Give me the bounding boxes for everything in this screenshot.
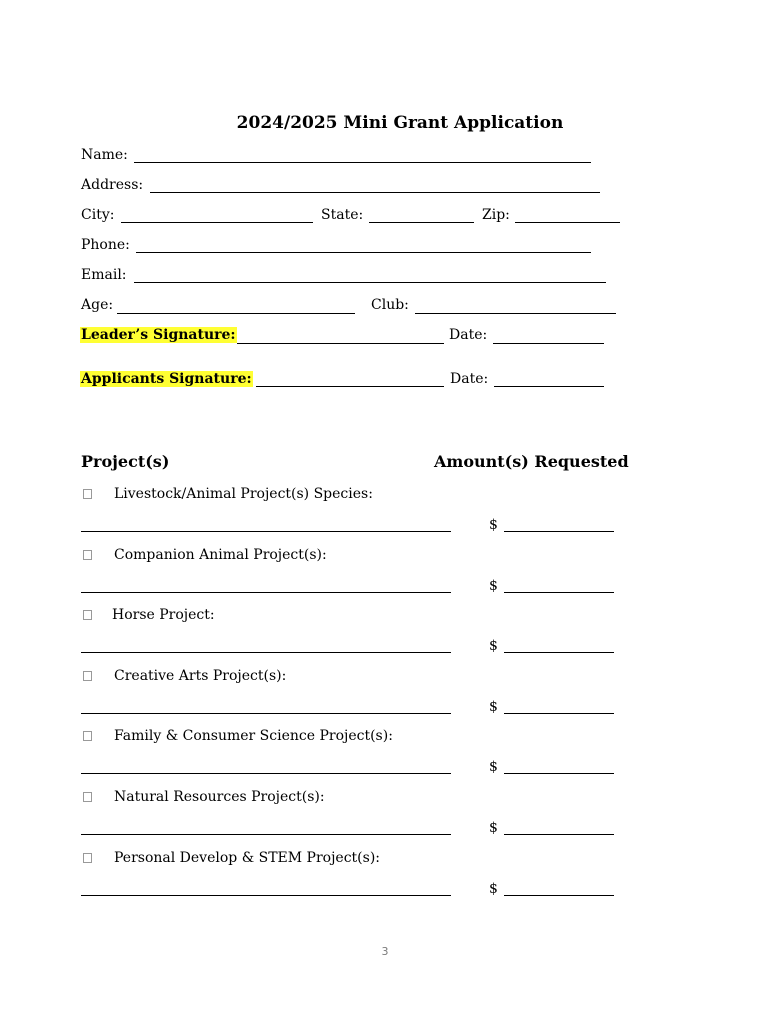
- natural-resources-amount-field[interactable]: [504, 834, 614, 835]
- horse-label: Horse Project:: [112, 607, 215, 623]
- applicant-date-label: Date:: [450, 371, 489, 387]
- zip-field[interactable]: [515, 222, 620, 223]
- personal-stem-dollar: $: [489, 881, 498, 897]
- natural-resources-detail-field[interactable]: [81, 834, 451, 835]
- creative-arts-detail-field[interactable]: [81, 713, 451, 714]
- email-label: Email:: [81, 267, 127, 283]
- personal-stem-detail-field[interactable]: [81, 895, 451, 896]
- livestock-amount-field[interactable]: [504, 531, 614, 532]
- personal-stem-label: Personal Develop & STEM Project(s):: [114, 850, 380, 866]
- companion-amount-field[interactable]: [504, 592, 614, 593]
- page-number: 3: [381, 945, 389, 958]
- family-consumer-dollar: $: [489, 759, 498, 775]
- leader-date-field[interactable]: [493, 343, 604, 344]
- phone-field[interactable]: [136, 252, 591, 253]
- livestock-detail-field[interactable]: [81, 531, 451, 532]
- applicant-signature-field[interactable]: [256, 386, 444, 387]
- horse-dollar: $: [489, 638, 498, 654]
- personal-stem-checkbox[interactable]: [83, 853, 92, 863]
- natural-resources-checkbox[interactable]: [83, 792, 92, 802]
- family-consumer-label: Family & Consumer Science Project(s):: [114, 728, 393, 744]
- applicant-date-field[interactable]: [494, 386, 604, 387]
- natural-resources-label: Natural Resources Project(s):: [114, 789, 325, 805]
- horse-detail-field[interactable]: [81, 652, 451, 653]
- horse-checkbox[interactable]: [83, 610, 92, 620]
- leader-signature-highlight: Leader’s Signature:: [81, 327, 236, 343]
- companion-checkbox[interactable]: [83, 550, 92, 560]
- livestock-dollar: $: [489, 517, 498, 533]
- age-field[interactable]: [117, 313, 355, 314]
- address-label: Address:: [81, 177, 144, 193]
- state-field[interactable]: [369, 222, 474, 223]
- amounts-heading: Amount(s) Requested: [434, 452, 629, 471]
- phone-label: Phone:: [81, 237, 130, 253]
- city-label: City:: [81, 207, 115, 223]
- livestock-checkbox[interactable]: [83, 489, 92, 499]
- horse-amount-field[interactable]: [504, 652, 614, 653]
- natural-resources-dollar: $: [489, 820, 498, 836]
- zip-label: Zip:: [482, 207, 510, 223]
- family-consumer-checkbox[interactable]: [83, 731, 92, 741]
- creative-arts-checkbox[interactable]: [83, 671, 92, 681]
- family-consumer-detail-field[interactable]: [81, 773, 451, 774]
- leader-signature-label: [80, 325, 237, 345]
- family-consumer-amount-field[interactable]: [504, 773, 614, 774]
- personal-stem-amount-field[interactable]: [504, 895, 614, 896]
- livestock-label: Livestock/Animal Project(s) Species:: [114, 486, 373, 502]
- age-label: Age:: [81, 297, 114, 313]
- companion-label: Companion Animal Project(s):: [114, 547, 327, 563]
- creative-arts-amount-field[interactable]: [504, 713, 614, 714]
- name-field[interactable]: [134, 162, 591, 163]
- projects-heading: Project(s): [81, 452, 170, 471]
- companion-detail-field[interactable]: [81, 592, 451, 593]
- leader-date-label: Date:: [449, 327, 488, 343]
- name-label: Name:: [81, 147, 128, 163]
- companion-dollar: $: [489, 578, 498, 594]
- club-label: Club:: [371, 297, 409, 313]
- leader-signature-field[interactable]: [237, 343, 444, 344]
- creative-arts-dollar: $: [489, 699, 498, 715]
- email-field[interactable]: [134, 282, 606, 283]
- creative-arts-label: Creative Arts Project(s):: [114, 668, 287, 684]
- page-title: 2024/2025 Mini Grant Application: [236, 113, 564, 133]
- address-field[interactable]: [150, 192, 600, 193]
- applicant-signature-highlight: Applicants Signature:: [81, 371, 252, 387]
- applicant-signature-label: [80, 369, 253, 389]
- club-field[interactable]: [415, 313, 616, 314]
- city-field[interactable]: [121, 222, 313, 223]
- state-label: State:: [321, 207, 364, 223]
